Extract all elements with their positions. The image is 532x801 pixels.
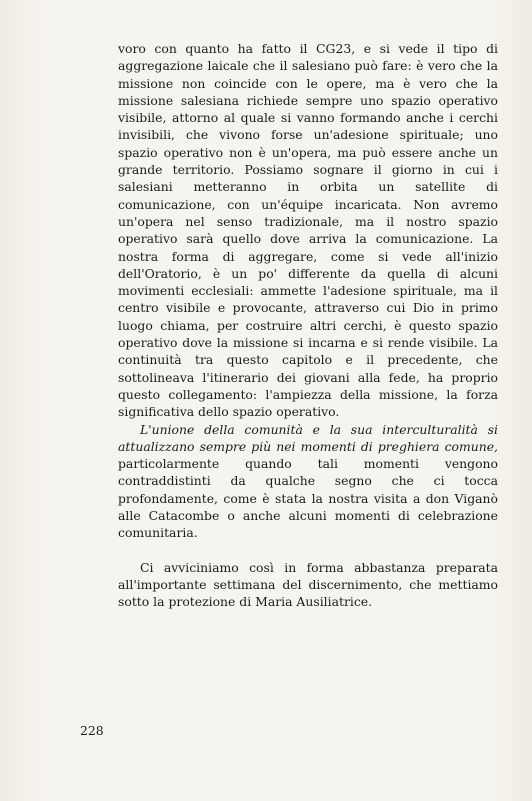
paragraph-2-text: particolarmente quando tali momenti vengono contraddistinti da qualche segno che ci tocca profondamente, come è stata la nostra visita a don Viganò alle Catacombe o anche alcuni momenti di celebrazione comunitaria.	[118, 456, 498, 541]
paragraph-2-emphasis: L'unione della comunità e la sua interculturalità si attualizzano sempre più nei momenti di preghiera comune,	[118, 421, 498, 454]
paragraph-1: voro con quanto ha fatto il CG23, e si vede il tipo di aggregazione laicale che il salesiano può fare: è vero che la missione non coincide con le opere, ma è vero che la missione salesiana richiede sempre uno spazio operativo visibile, attorno al quale si vanno formando anche i cerchi invisibili, che vivono forse un'adesione spirituale; uno spazio operativo non è un'opera, ma può essere anche un grande territorio. Possiamo sognare il giorno in cui i salesiani metteranno in orbita un satellite di comunicazione, con un'équipe incaricata. Non avremo un'opera nel senso tradizionale, ma il nostro spazio operativo sarà quello dove arriva la comunicazione. La nostra forma di aggregare, come si vede all'inizio dell'Oratorio, è un po' differente da quella di alcuni movimenti ecclesiali: ammette l'adesione spirituale, ma il centro visibile e provocante, attraverso cui Dio in primo luogo chiama, per costruire altri cerchi, è questo spazio operativo dove la missione si incarna e si rende visibile. La continuità tra questo capitolo e il precedente, che sottolineava l'itinerario dei giovani alla fede, ha proprio questo collegamento: l'ampiezza della missione, la forza significativa dello spazio operativo.	[118, 41, 498, 420]
paragraph-3: Ci avviciniamo così in forma abbastanza preparata all'importante settimana del discernimento, che mettiamo sotto la protezione di Maria Ausiliatrice.	[118, 559, 498, 610]
paragraph-2	[118, 421, 498, 542]
page-number: 228	[80, 723, 104, 738]
body-text	[118, 40, 498, 611]
